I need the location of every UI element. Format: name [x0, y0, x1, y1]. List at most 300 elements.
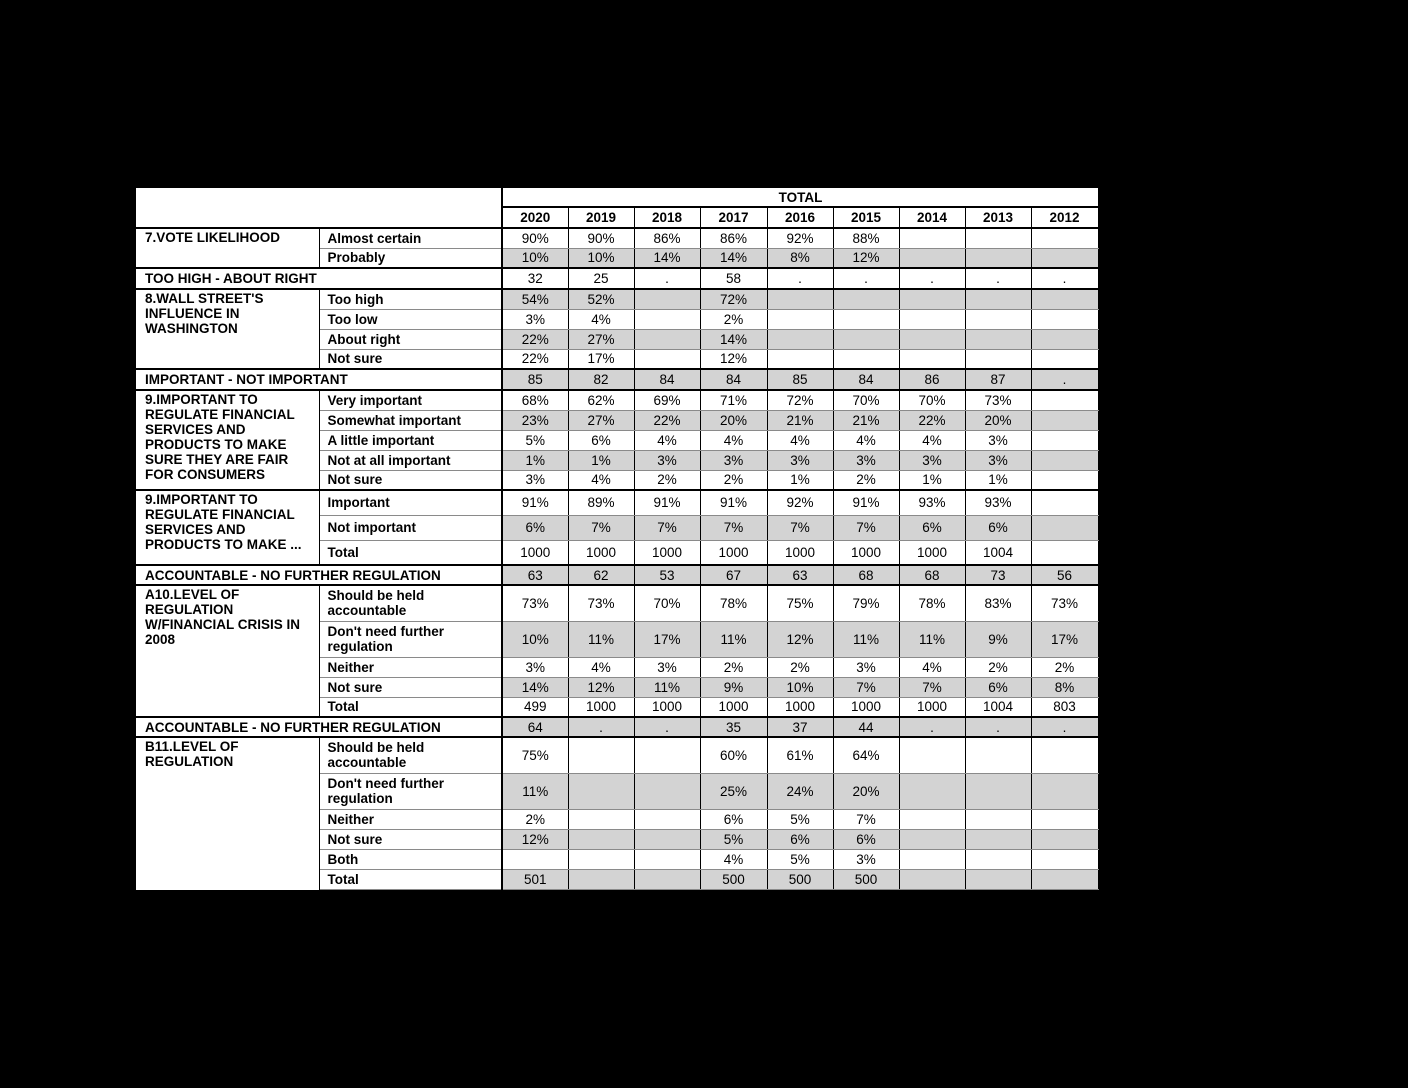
- value-cell: 2%: [700, 470, 767, 490]
- value-cell: 9%: [965, 621, 1031, 657]
- value-cell: 72%: [767, 390, 833, 410]
- year-header: 2012: [1031, 207, 1098, 228]
- value-cell: 73%: [502, 585, 568, 621]
- value-cell: 12%: [767, 621, 833, 657]
- value-cell: [899, 289, 965, 309]
- value-cell: 22%: [502, 329, 568, 349]
- answer-label: Not sure: [319, 349, 502, 369]
- value-cell: 6%: [965, 515, 1031, 540]
- value-cell: [634, 773, 700, 809]
- value-cell: 1000: [899, 540, 965, 565]
- value-cell: 7%: [833, 677, 899, 697]
- value-cell: 6%: [568, 430, 634, 450]
- value-cell: 27%: [568, 410, 634, 430]
- value-cell: 6%: [502, 515, 568, 540]
- value-cell: [833, 329, 899, 349]
- summary-row: [136, 565, 1098, 585]
- value-cell: 12%: [833, 248, 899, 268]
- value-cell: 3%: [833, 450, 899, 470]
- value-cell: 14%: [634, 248, 700, 268]
- value-cell: 84: [634, 369, 700, 390]
- value-cell: 6%: [899, 515, 965, 540]
- value-cell: [899, 869, 965, 889]
- value-cell: 5%: [502, 430, 568, 450]
- value-cell: [767, 309, 833, 329]
- value-cell: .: [965, 268, 1031, 289]
- value-cell: 14%: [700, 248, 767, 268]
- value-cell: [965, 289, 1031, 309]
- value-cell: 20%: [833, 773, 899, 809]
- value-cell: [965, 309, 1031, 329]
- question-label: 9.IMPORTANT TO REGULATE FINANCIAL SERVICES AND PRODUCTS TO MAKE ...: [136, 490, 319, 565]
- value-cell: 68: [833, 565, 899, 585]
- table-row: [136, 228, 1098, 248]
- value-cell: 87: [965, 369, 1031, 390]
- question-label: 9.IMPORTANT TO REGULATE FINANCIAL SERVICES AND PRODUCTS TO MAKE SURE THEY ARE FAIR FOR CONSUMERS: [136, 390, 319, 490]
- table-row: [136, 737, 1098, 773]
- answer-label: Should be held accountable: [319, 585, 502, 621]
- answer-label: Not sure: [319, 829, 502, 849]
- value-cell: 63: [502, 565, 568, 585]
- value-cell: .: [634, 268, 700, 289]
- value-cell: 7%: [700, 515, 767, 540]
- value-cell: 91%: [634, 490, 700, 515]
- value-cell: 6%: [833, 829, 899, 849]
- value-cell: 91%: [700, 490, 767, 515]
- value-cell: 1000: [502, 540, 568, 565]
- value-cell: [899, 849, 965, 869]
- value-cell: 1000: [767, 697, 833, 717]
- value-cell: 9%: [700, 677, 767, 697]
- value-cell: 86: [899, 369, 965, 390]
- value-cell: 85: [767, 369, 833, 390]
- value-cell: 82: [568, 369, 634, 390]
- value-cell: [833, 349, 899, 369]
- answer-label: Somewhat important: [319, 410, 502, 430]
- value-cell: [502, 849, 568, 869]
- value-cell: [899, 737, 965, 773]
- value-cell: 3%: [502, 657, 568, 677]
- value-cell: 22%: [899, 410, 965, 430]
- value-cell: .: [965, 717, 1031, 737]
- value-cell: 14%: [700, 329, 767, 349]
- year-header: 2016: [767, 207, 833, 228]
- table-row: [136, 585, 1098, 621]
- value-cell: .: [833, 268, 899, 289]
- value-cell: 53: [634, 565, 700, 585]
- value-cell: 5%: [767, 849, 833, 869]
- value-cell: 1%: [767, 470, 833, 490]
- value-cell: [899, 829, 965, 849]
- value-cell: 3%: [899, 450, 965, 470]
- value-cell: [767, 329, 833, 349]
- value-cell: 7%: [833, 809, 899, 829]
- value-cell: [634, 329, 700, 349]
- year-header: 2013: [965, 207, 1031, 228]
- value-cell: 25: [568, 268, 634, 289]
- value-cell: 20%: [700, 410, 767, 430]
- value-cell: 500: [767, 869, 833, 889]
- value-cell: 62%: [568, 390, 634, 410]
- value-cell: 500: [833, 869, 899, 889]
- answer-label: Should be held accountable: [319, 737, 502, 773]
- value-cell: 60%: [700, 737, 767, 773]
- crosstab-sheet: [136, 188, 1098, 890]
- value-cell: 6%: [965, 677, 1031, 697]
- answer-label: Both: [319, 849, 502, 869]
- year-header: 2018: [634, 207, 700, 228]
- table-row: [136, 490, 1098, 515]
- value-cell: .: [899, 717, 965, 737]
- value-cell: 58: [700, 268, 767, 289]
- value-cell: 4%: [634, 430, 700, 450]
- answer-label: Too high: [319, 289, 502, 309]
- value-cell: 1000: [634, 697, 700, 717]
- value-cell: 10%: [502, 621, 568, 657]
- answer-label: Total: [319, 869, 502, 889]
- value-cell: 1%: [502, 450, 568, 470]
- value-cell: 4%: [568, 657, 634, 677]
- value-cell: .: [1031, 717, 1098, 737]
- value-cell: 4%: [767, 430, 833, 450]
- value-cell: 11%: [568, 621, 634, 657]
- answer-label: Not important: [319, 515, 502, 540]
- answer-label: Don't need further regulation: [319, 773, 502, 809]
- value-cell: 73: [965, 565, 1031, 585]
- year-header: 2019: [568, 207, 634, 228]
- value-cell: [634, 289, 700, 309]
- value-cell: [965, 349, 1031, 369]
- value-cell: 11%: [634, 677, 700, 697]
- answer-label: Not at all important: [319, 450, 502, 470]
- value-cell: [1031, 349, 1098, 369]
- value-cell: 1004: [965, 540, 1031, 565]
- value-cell: 91%: [502, 490, 568, 515]
- value-cell: 3%: [502, 470, 568, 490]
- value-cell: 93%: [965, 490, 1031, 515]
- value-cell: 44: [833, 717, 899, 737]
- value-cell: [899, 248, 965, 268]
- value-cell: 92%: [767, 490, 833, 515]
- value-cell: [634, 829, 700, 849]
- value-cell: [1031, 289, 1098, 309]
- value-cell: [833, 289, 899, 309]
- table-row: [136, 289, 1098, 309]
- value-cell: [634, 849, 700, 869]
- value-cell: [899, 773, 965, 809]
- answer-label: Neither: [319, 657, 502, 677]
- value-cell: [1031, 829, 1098, 849]
- value-cell: [1031, 228, 1098, 248]
- value-cell: 85: [502, 369, 568, 390]
- crosstab-table: [136, 188, 1099, 890]
- value-cell: 17%: [1031, 621, 1098, 657]
- value-cell: 25%: [700, 773, 767, 809]
- value-cell: 5%: [767, 809, 833, 829]
- value-cell: 90%: [568, 228, 634, 248]
- value-cell: 1000: [833, 540, 899, 565]
- value-cell: 75%: [767, 585, 833, 621]
- value-cell: 3%: [700, 450, 767, 470]
- value-cell: 70%: [634, 585, 700, 621]
- value-cell: [1031, 309, 1098, 329]
- value-cell: 12%: [502, 829, 568, 849]
- value-cell: 91%: [833, 490, 899, 515]
- question-label: 8.WALL STREET'S INFLUENCE IN WASHINGTON: [136, 289, 319, 369]
- value-cell: 1000: [700, 697, 767, 717]
- value-cell: 17%: [568, 349, 634, 369]
- value-cell: 2%: [833, 470, 899, 490]
- value-cell: 62: [568, 565, 634, 585]
- value-cell: 2%: [1031, 657, 1098, 677]
- value-cell: 84: [700, 369, 767, 390]
- value-cell: [899, 309, 965, 329]
- value-cell: [1031, 470, 1098, 490]
- value-cell: [568, 849, 634, 869]
- value-cell: [568, 773, 634, 809]
- answer-label: Neither: [319, 809, 502, 829]
- value-cell: 3%: [634, 657, 700, 677]
- summary-row: [136, 369, 1098, 390]
- value-cell: 69%: [634, 390, 700, 410]
- value-cell: 73%: [1031, 585, 1098, 621]
- value-cell: 22%: [634, 410, 700, 430]
- value-cell: 11%: [833, 621, 899, 657]
- value-cell: 1%: [568, 450, 634, 470]
- value-cell: 4%: [700, 849, 767, 869]
- value-cell: 35: [700, 717, 767, 737]
- value-cell: 3%: [833, 849, 899, 869]
- value-cell: 12%: [700, 349, 767, 369]
- value-cell: [1031, 390, 1098, 410]
- answer-label: Too low: [319, 309, 502, 329]
- summary-row: [136, 717, 1098, 737]
- value-cell: [833, 309, 899, 329]
- value-cell: [965, 829, 1031, 849]
- value-cell: [965, 849, 1031, 869]
- value-cell: [1031, 430, 1098, 450]
- value-cell: .: [1031, 268, 1098, 289]
- value-cell: 500: [700, 869, 767, 889]
- year-header: 2015: [833, 207, 899, 228]
- value-cell: 63: [767, 565, 833, 585]
- value-cell: 88%: [833, 228, 899, 248]
- value-cell: 75%: [502, 737, 568, 773]
- value-cell: [767, 349, 833, 369]
- value-cell: 71%: [700, 390, 767, 410]
- answer-label: Important: [319, 490, 502, 515]
- value-cell: [899, 329, 965, 349]
- value-cell: 54%: [502, 289, 568, 309]
- value-cell: [1031, 490, 1098, 515]
- value-cell: [634, 869, 700, 889]
- value-cell: 4%: [899, 430, 965, 450]
- value-cell: [1031, 329, 1098, 349]
- value-cell: [1031, 773, 1098, 809]
- value-cell: 92%: [767, 228, 833, 248]
- value-cell: [1031, 248, 1098, 268]
- value-cell: 61%: [767, 737, 833, 773]
- question-label: A10.LEVEL OF REGULATION W/FINANCIAL CRISIS IN 2008: [136, 585, 319, 717]
- value-cell: .: [634, 717, 700, 737]
- value-cell: 4%: [568, 470, 634, 490]
- value-cell: 17%: [634, 621, 700, 657]
- value-cell: 3%: [833, 657, 899, 677]
- value-cell: 7%: [767, 515, 833, 540]
- value-cell: 2%: [634, 470, 700, 490]
- value-cell: 37: [767, 717, 833, 737]
- value-cell: 1000: [568, 540, 634, 565]
- value-cell: [1031, 515, 1098, 540]
- value-cell: .: [568, 717, 634, 737]
- value-cell: 3%: [965, 450, 1031, 470]
- value-cell: [899, 349, 965, 369]
- value-cell: [634, 309, 700, 329]
- value-cell: 21%: [767, 410, 833, 430]
- value-cell: [568, 809, 634, 829]
- summary-row: [136, 268, 1098, 289]
- value-cell: [965, 228, 1031, 248]
- value-cell: 1%: [965, 470, 1031, 490]
- value-cell: 67: [700, 565, 767, 585]
- value-cell: 499: [502, 697, 568, 717]
- value-cell: 78%: [700, 585, 767, 621]
- header-corner: [136, 188, 502, 228]
- total-header: TOTAL: [502, 188, 1098, 207]
- value-cell: [965, 329, 1031, 349]
- value-cell: [965, 773, 1031, 809]
- value-cell: [899, 809, 965, 829]
- value-cell: 803: [1031, 697, 1098, 717]
- value-cell: 7%: [568, 515, 634, 540]
- answer-label: About right: [319, 329, 502, 349]
- value-cell: [899, 228, 965, 248]
- value-cell: 1000: [634, 540, 700, 565]
- value-cell: 68%: [502, 390, 568, 410]
- value-cell: 5%: [700, 829, 767, 849]
- value-cell: 1000: [833, 697, 899, 717]
- value-cell: 501: [502, 869, 568, 889]
- value-cell: 68: [899, 565, 965, 585]
- value-cell: 6%: [700, 809, 767, 829]
- summary-label: ACCOUNTABLE - NO FURTHER REGULATION: [136, 565, 502, 585]
- value-cell: [1031, 869, 1098, 889]
- answer-label: Not sure: [319, 677, 502, 697]
- value-cell: 7%: [833, 515, 899, 540]
- value-cell: 2%: [502, 809, 568, 829]
- value-cell: 2%: [965, 657, 1031, 677]
- value-cell: 4%: [833, 430, 899, 450]
- value-cell: 3%: [634, 450, 700, 470]
- year-header: 2014: [899, 207, 965, 228]
- table-row: [136, 390, 1098, 410]
- value-cell: 20%: [965, 410, 1031, 430]
- value-cell: [568, 829, 634, 849]
- value-cell: [634, 349, 700, 369]
- value-cell: 89%: [568, 490, 634, 515]
- value-cell: 78%: [899, 585, 965, 621]
- value-cell: 64: [502, 717, 568, 737]
- value-cell: [1031, 849, 1098, 869]
- value-cell: 56: [1031, 565, 1098, 585]
- value-cell: 79%: [833, 585, 899, 621]
- value-cell: [965, 248, 1031, 268]
- value-cell: 10%: [767, 677, 833, 697]
- value-cell: 8%: [767, 248, 833, 268]
- value-cell: [767, 289, 833, 309]
- value-cell: 3%: [965, 430, 1031, 450]
- value-cell: 27%: [568, 329, 634, 349]
- value-cell: 24%: [767, 773, 833, 809]
- answer-label: Almost certain: [319, 228, 502, 248]
- value-cell: 86%: [634, 228, 700, 248]
- value-cell: 3%: [502, 309, 568, 329]
- answer-label: Total: [319, 697, 502, 717]
- value-cell: 83%: [965, 585, 1031, 621]
- value-cell: 73%: [568, 585, 634, 621]
- value-cell: 84: [833, 369, 899, 390]
- value-cell: 90%: [502, 228, 568, 248]
- value-cell: 1000: [767, 540, 833, 565]
- value-cell: 73%: [965, 390, 1031, 410]
- answer-label: Probably: [319, 248, 502, 268]
- value-cell: 8%: [1031, 677, 1098, 697]
- value-cell: 10%: [568, 248, 634, 268]
- value-cell: 64%: [833, 737, 899, 773]
- answer-label: Very important: [319, 390, 502, 410]
- value-cell: 72%: [700, 289, 767, 309]
- answer-label: Don't need further regulation: [319, 621, 502, 657]
- value-cell: [634, 737, 700, 773]
- answer-label: A little important: [319, 430, 502, 450]
- value-cell: [1031, 737, 1098, 773]
- year-header: 2017: [700, 207, 767, 228]
- value-cell: 1%: [899, 470, 965, 490]
- value-cell: [1031, 450, 1098, 470]
- value-cell: 70%: [899, 390, 965, 410]
- value-cell: 7%: [634, 515, 700, 540]
- value-cell: .: [767, 268, 833, 289]
- summary-label: IMPORTANT - NOT IMPORTANT: [136, 369, 502, 390]
- value-cell: 93%: [899, 490, 965, 515]
- value-cell: 10%: [502, 248, 568, 268]
- value-cell: .: [1031, 369, 1098, 390]
- summary-label: ACCOUNTABLE - NO FURTHER REGULATION: [136, 717, 502, 737]
- value-cell: 11%: [502, 773, 568, 809]
- value-cell: 4%: [899, 657, 965, 677]
- value-cell: 21%: [833, 410, 899, 430]
- value-cell: 11%: [899, 621, 965, 657]
- value-cell: 22%: [502, 349, 568, 369]
- value-cell: 7%: [899, 677, 965, 697]
- value-cell: [965, 809, 1031, 829]
- value-cell: 23%: [502, 410, 568, 430]
- answer-label: Not sure: [319, 470, 502, 490]
- value-cell: 52%: [568, 289, 634, 309]
- value-cell: 1000: [568, 697, 634, 717]
- year-header: 2020: [502, 207, 568, 228]
- value-cell: .: [899, 268, 965, 289]
- value-cell: 1000: [899, 697, 965, 717]
- value-cell: [1031, 410, 1098, 430]
- value-cell: 86%: [700, 228, 767, 248]
- summary-label: TOO HIGH - ABOUT RIGHT: [136, 268, 502, 289]
- value-cell: [634, 809, 700, 829]
- value-cell: 70%: [833, 390, 899, 410]
- value-cell: 12%: [568, 677, 634, 697]
- value-cell: 2%: [700, 309, 767, 329]
- value-cell: 4%: [568, 309, 634, 329]
